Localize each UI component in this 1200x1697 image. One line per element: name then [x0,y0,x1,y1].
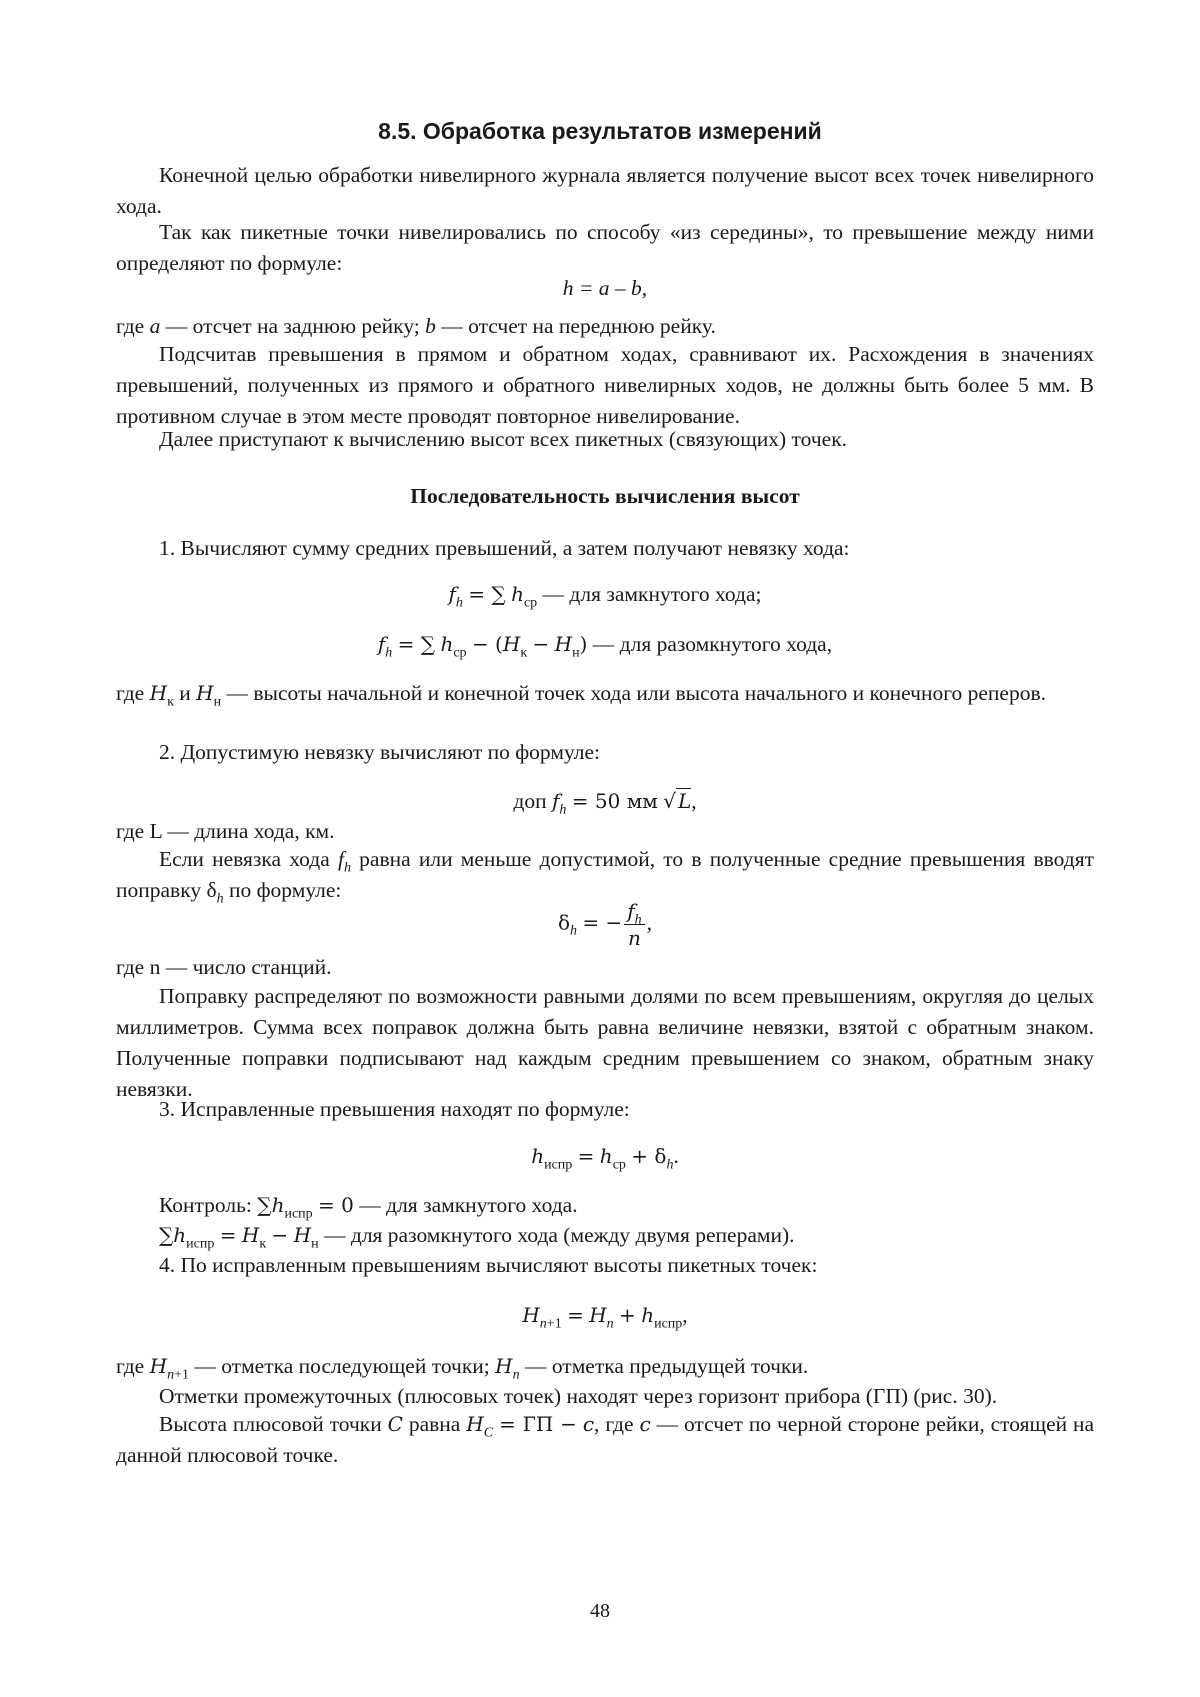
allowed-prefix: доп [513,789,547,813]
control-closed: Контроль: $\sum h_{испр} = 0$ — для замкнутого хода. [159,1193,578,1222]
paragraph-correction: Если невязка хода $f_h$ равна или меньше допустимой, то в полученные средние превышения вводят поправку $\delta_h$ по формуле: [116,847,1094,907]
paragraph-intro: Конечной целью обработки нивелирного журнала является получение высот всех точек нивелирного хода. [116,163,1094,218]
and-word: и [179,681,191,705]
formula-open: $f_h$ = ∑ $h_{ср} - (H_к - H_н)$ — для разомкнутого хода, [377,632,833,661]
formula-allowed: доп $f_h = 50$ мм √ L, [513,789,697,818]
plus-height-d: — отсчет по черной стороне рейки, стоящей на данной плюсовой точке. [116,1412,1095,1467]
formula-delta: $\delta_h$ = − $\frac{f_h}{n}$ , [557,899,653,950]
paragraph-method: Так как пикетные точки нивелировались по способу «из середины», то превышение между ними определяют по формуле: [116,220,1094,275]
paragraph-plus-points: Отметки промежуточных (плюсовых точек) находят через горизонт прибора (ГП) (рис. 30). [159,1384,998,1408]
paragraph-compare: Подсчитав превышения в прямом и обратном ходах, сравнивают их. Расхождения в значениях превышений, полученных из прямого и обратного нивелирных ходов, не должны быть более 5 мм. В противном случае в этом месте проводят повторное нивелирование. [116,342,1094,428]
allowed-value: = 50 мм [571,789,658,813]
formula-open-text: — для разомкнутого хода, [592,632,833,656]
page-number: 48 [590,1600,610,1622]
control-label: Контроль: [159,1193,252,1217]
plus-height-a: Высота плюсовой точки [159,1412,382,1436]
control-open: $\sum h_{испр} = H_к - H_н$ — для разомкнутого хода (между двумя реперами). [159,1223,795,1252]
formula-h-text: h = a – b, [562,276,648,300]
subheading: Последовательность вычисления высот [410,484,800,508]
where-ab-suffix: — отсчет на переднюю рейку. [435,314,716,338]
formula-h [116,273,1094,304]
formula-closed-text: — для замкнутого хода; [542,582,762,606]
control-open-text: — для разомкнутого хода (между двумя реперами). [324,1223,795,1247]
where-word: где [116,681,145,705]
control-closed-text: — для замкнутого хода. [359,1193,578,1217]
formula-heights: $H_{n+1} = H_n + h_{испр}$, [522,1303,688,1332]
plus-height-c: где [605,1412,634,1436]
symbol-b: b [425,314,436,338]
plus-height-b: равна [408,1412,461,1436]
paragraph-where-n: где n — число станций. [116,955,332,979]
where-ab-mid: — отсчет на заднюю рейку; [160,314,426,338]
paragraph-plus-height: Высота плюсовой точки C равна $H_C$ = ГП − c, где c — отсчет по черной стороне рейки, стоящей на данной плюсовой точке. [116,1412,1095,1467]
paragraph-distribute: Поправку распределяют по возможности равными долями по всем превышениям, округляя до целых миллиметров. Сумма всех поправок должна быть равна величине невязки, взятой с обратным знаком. Полученные поправки подписывают над каждым средним превышением со знаком, обратным знаку невязки. [116,984,1094,1101]
where-n-c: — отметка предыдущей точки. [524,1354,809,1378]
paragraph-where-ab [116,311,1094,342]
paragraph-where-L: где L — длина хода, км. [116,819,335,843]
correction-a: Если невязка хода [159,847,330,871]
where-n-b: — отметка последующей точки; [194,1354,490,1378]
paragraph-where-heights: где $H_к$ и $H_н$ — высоты начальной и конечной точек хода или высота начального и конечного реперов. [116,681,1046,710]
where-n-word: где [116,1354,145,1378]
paragraph-where-heights-n: где $H_{n+1}$ — отметка последующей точки; $H_n$ — отметка предыдущей точки. [116,1354,809,1383]
section-title: 8.5. Обработка результатов измерений [378,118,822,144]
step-3: 3. Исправленные превышения находят по формуле: [159,1097,630,1121]
where-heights-rest: — высоты начальной и конечной точек хода или высота начального и конечного реперов. [226,681,1046,705]
step-4: 4. По исправленным превышениям вычисляют высоты пикетных точек: [159,1253,818,1277]
fraction: $\frac{f_h}{n}$ [624,898,644,951]
step-1: 1. Вычисляют сумму средних превышений, а затем получают невязку хода: [159,536,850,560]
paragraph-next: Далее приступают к вычислению высот всех пикетных (связующих) точек. [159,427,848,451]
formula-closed: $f_h$ = ∑ $h_{ср}$ — для замкнутого хода; [448,582,762,611]
correction-b: равна или меньше допустимой, то в полученные средние превышения вводят поправку δ [116,847,1094,902]
formula-corrected: $h_{испр} = h_{ср} + \delta_h$. [531,1144,679,1173]
step-2: 2. Допустимую невязку вычисляют по формуле: [159,740,600,764]
symbol-a: a [149,314,161,338]
where-ab-prefix: где [116,314,150,338]
correction-c: по формуле: [228,878,342,902]
